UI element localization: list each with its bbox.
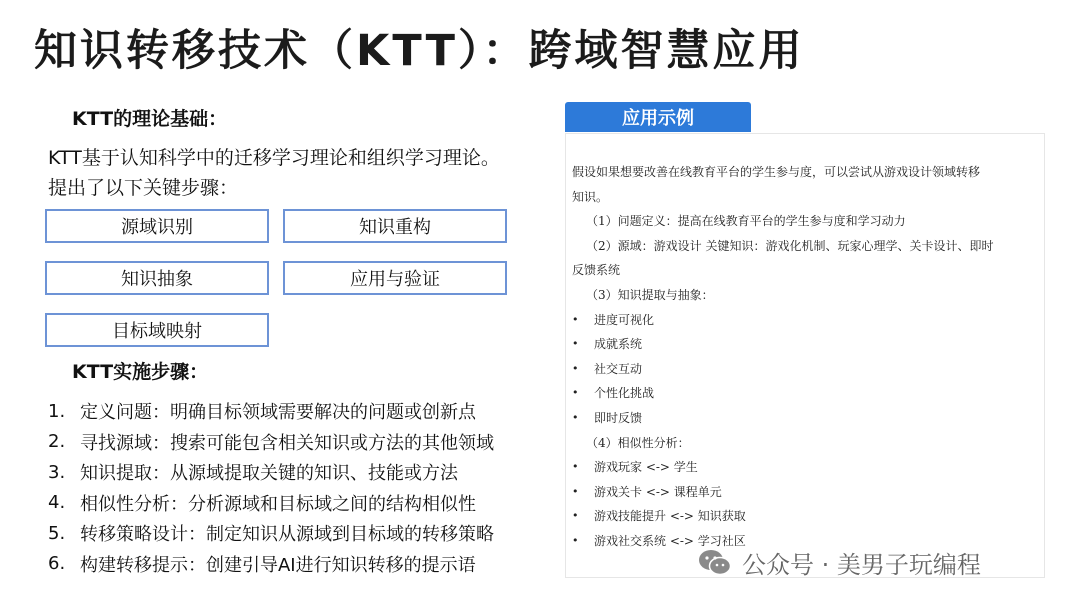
- list-item-text: 社交互动: [594, 361, 643, 376]
- list-item: [572, 504, 1036, 529]
- implementation-item: [48, 488, 558, 519]
- item-text: 定义问题：明确目标领域需要解决的问题或创新点: [80, 402, 476, 424]
- item-text: 知识提取：从源域提取关键的知识、技能或方法: [80, 463, 458, 485]
- list-item: [572, 406, 1036, 431]
- example-intro-line: 知识。: [572, 189, 609, 204]
- item-number: 4.: [48, 492, 66, 514]
- item-number: 5.: [48, 522, 66, 544]
- step-box-knowledge-abstraction: 知识抽象: [45, 261, 269, 295]
- bullet-icon: •: [572, 533, 579, 547]
- bullet-icon: •: [572, 337, 579, 351]
- list-item: [572, 381, 1036, 406]
- item-number: 6.: [48, 553, 66, 575]
- list-item-text: 进度可视化: [594, 312, 655, 327]
- theory-intro-line: KTT基于认知科学中的迁移学习理论和组织学习理论。: [48, 147, 500, 169]
- list-item-text: 成就系统: [594, 337, 643, 352]
- example-problem: （1）问题定义：提高在线教育平台的学生参与度和学习动力: [586, 214, 906, 229]
- list-item-text: 游戏关卡 <-> 课程单元: [594, 484, 722, 499]
- step-box-application-validation: 应用与验证: [283, 261, 507, 295]
- page-title: 知识转移技术（KTT）：跨域智慧应用: [34, 26, 805, 76]
- bullet-icon: •: [572, 410, 579, 424]
- item-number: 3.: [48, 461, 66, 483]
- example-source-line: （2）源域：游戏设计 关键知识：游戏化机制、玩家心理学、关卡设计、即时: [586, 238, 994, 253]
- bullet-icon: •: [572, 460, 579, 474]
- list-item-text: 游戏玩家 <-> 学生: [594, 460, 698, 475]
- example-panel: [565, 133, 1045, 578]
- item-text: 构建转移提示：创建引导AI进行知识转移的提示语: [80, 554, 476, 576]
- step-box-knowledge-restructuring: 知识重构: [283, 209, 507, 243]
- implementation-item: [48, 396, 558, 427]
- example-tab: 应用示例: [565, 102, 751, 132]
- list-item-text: 个性化挑战: [594, 386, 655, 401]
- bullet-icon: •: [572, 312, 579, 326]
- list-item-text: 游戏技能提升 <-> 知识获取: [594, 509, 746, 524]
- list-item: [572, 357, 1036, 382]
- item-text: 相似性分析：分析源域和目标域之间的结构相似性: [80, 493, 476, 515]
- implementation-heading: KTT实施步骤：: [72, 361, 209, 383]
- watermark-text: 公众号 · 美男子玩编程: [742, 551, 981, 579]
- list-item: [572, 480, 1036, 505]
- implementation-item: [48, 457, 558, 488]
- item-number: 1.: [48, 400, 66, 422]
- bullet-icon: •: [572, 509, 579, 523]
- theory-intro: [48, 143, 548, 203]
- example-extraction-heading: （3）知识提取与抽象：: [586, 287, 714, 302]
- step-box-source-identification: 源域识别: [45, 209, 269, 243]
- bullet-icon: •: [572, 386, 579, 400]
- wechat-icon: [698, 549, 732, 577]
- implementation-item: [48, 427, 558, 458]
- list-item: [572, 455, 1036, 480]
- bullet-icon: •: [572, 484, 579, 498]
- list-item: [572, 308, 1036, 333]
- step-box-target-mapping: 目标域映射: [45, 313, 269, 347]
- theory-intro-line: 提出了以下关键步骤：: [48, 177, 239, 199]
- example-intro-line: 假设如果想要改善在线教育平台的学生参与度，可以尝试从游戏设计领域转移: [572, 165, 981, 179]
- example-similarity-heading: （4）相似性分析：: [586, 435, 690, 450]
- bullet-icon: •: [572, 361, 579, 375]
- item-text: 转移策略设计：制定知识从源域到目标域的转移策略: [80, 524, 494, 546]
- item-number: 2.: [48, 431, 66, 453]
- implementation-item: [48, 518, 558, 549]
- theory-heading: KTT的理论基础：: [72, 108, 228, 130]
- list-item: [572, 332, 1036, 357]
- implementation-item: [48, 549, 558, 580]
- item-text: 寻找源域：搜索可能包含相关知识或方法的其他领域: [80, 432, 494, 454]
- example-source-line: 反馈系统: [572, 263, 621, 278]
- implementation-list: [48, 396, 558, 579]
- list-item-text: 游戏社交系统 <-> 学习社区: [594, 533, 746, 548]
- list-item-text: 即时反馈: [594, 410, 643, 425]
- watermark: [698, 545, 981, 580]
